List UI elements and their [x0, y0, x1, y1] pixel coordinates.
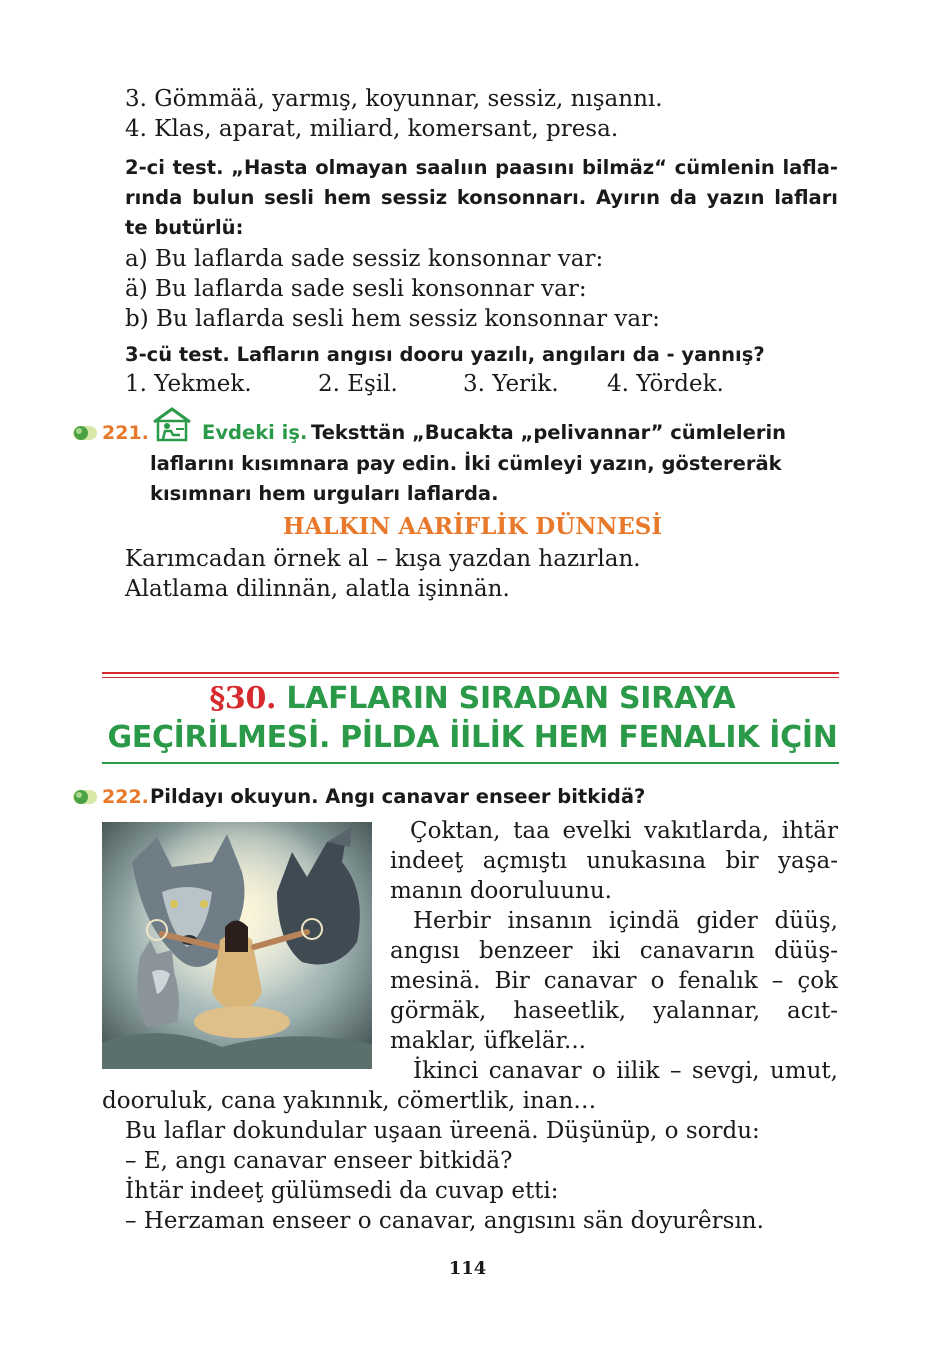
exercise-221-text-line-1: Teksttän „Bucakta „pelivannar” cümlelerin	[311, 421, 787, 444]
test3-prompt: 3-cü test. Lafların angısı dooru yazılı, angıları da - yannış?	[125, 343, 765, 366]
section-rule-bottom	[102, 762, 839, 764]
list-item-4: 4. Klas, aparat, miliard, komersant, presa.	[125, 116, 619, 142]
section-title-text-1: LAFLARIN SIRADAN SIRAYA	[286, 681, 736, 716]
test2-option-a-umlaut: ä) Bu laflarda sade sesli konsonnar var:	[125, 276, 587, 302]
exercise-221-number: 221.	[102, 422, 149, 444]
story-line-12: – E, angı canavar enseer bitkidä?	[125, 1148, 513, 1174]
section-title-line-2: GEÇİRİLMESİ. PİLDA İİLİK HEM FENALIK İÇİN	[107, 720, 838, 755]
story-line-8: maklar, üfkelär...	[390, 1028, 586, 1054]
exercise-221-text-line-2: laflarını kısımnara pay edin. İki cümleyi yazın, göstereräk	[150, 452, 782, 475]
exercise-bullet-icon	[72, 788, 98, 806]
test3-word-3: 3. Yerik.	[463, 371, 559, 397]
section-rule-top-thin	[102, 677, 839, 678]
story-line-5: angısı benzeer iki canavarın düüş-	[390, 938, 838, 964]
story-line-4: Herbir insanın içindä gider düüş,	[413, 908, 838, 934]
story-line-11: Bu laflar dokundular uşaan üreenä. Düşünüp, o sordu:	[125, 1118, 760, 1144]
test2-prompt-line-3: te butürlü:	[125, 216, 244, 239]
story-line-3: manın dooruluunu.	[390, 878, 612, 904]
story-line-6: mesinä. Bir canavar o fenalık – çok	[390, 968, 838, 994]
test2-prompt-line-2: rında bulun sesli hem sessiz konsonnarı. Ayırın da yazın lafları	[125, 186, 838, 209]
page-number: 114	[448, 1258, 487, 1279]
story-line-2: indeeţ açmıştı unukasına bir yaşa-	[390, 848, 838, 874]
story-line-13: İhtär indeeţ gülümsedi da cuvap etti:	[125, 1178, 559, 1204]
proverb-2: Alatlama dilinnän, alatla işinnän.	[125, 576, 510, 602]
test2-prompt-line-1: 2-ci test. „Hasta olmayan saalıın paasını bilmäz“ cümlenin lafla-	[125, 156, 838, 179]
proverb-1: Karımcadan örnek al – kışa yazdan hazırlan.	[125, 546, 641, 572]
test2-option-a: a) Bu laflarda sade sessiz konsonnar var:	[125, 246, 604, 272]
wolves-illustration	[102, 822, 372, 1069]
story-line-14: – Herzaman enseer o canavar, angısını sän doyurêrsın.	[125, 1208, 764, 1234]
test2-option-b: b) Bu laflarda sesli hem sessiz konsonnar var:	[125, 306, 660, 332]
story-line-7: görmäk, haseetlik, yalannar, acıt-	[390, 998, 838, 1024]
story-line-9: İkinci canavar o iilik – sevgi, umut,	[413, 1058, 838, 1084]
proverbs-title: HALKIN AARİFLİK DÜNNESİ	[282, 513, 663, 540]
exercise-222-number: 222.	[102, 786, 149, 808]
test3-word-2: 2. Eşil.	[318, 371, 398, 397]
home-work-icon	[150, 406, 194, 442]
section-rule-top	[102, 672, 839, 674]
section-title-line-1	[105, 680, 840, 718]
story-line-10: dooruluk, cana yakınnık, cömertlik, inan…	[102, 1088, 597, 1114]
exercise-bullet-icon	[72, 424, 98, 442]
home-work-label: Evdeki iş.	[202, 421, 308, 444]
list-item-3: 3. Gömmää, yarmış, koyunnar, sessiz, nışannı.	[125, 86, 663, 112]
exercise-221-text-line-3: kısımnarı hem urguları laflarda.	[150, 482, 499, 505]
section-number: §30.	[209, 681, 277, 716]
test3-word-1: 1. Yekmek.	[125, 371, 252, 397]
test3-word-4: 4. Yördek.	[607, 371, 724, 397]
exercise-222-prompt: Pildayı okuyun. Angı canavar enseer bitkidä?	[150, 785, 646, 808]
story-line-1: Çoktan, taa evelki vakıtlarda, ihtär	[410, 818, 838, 844]
